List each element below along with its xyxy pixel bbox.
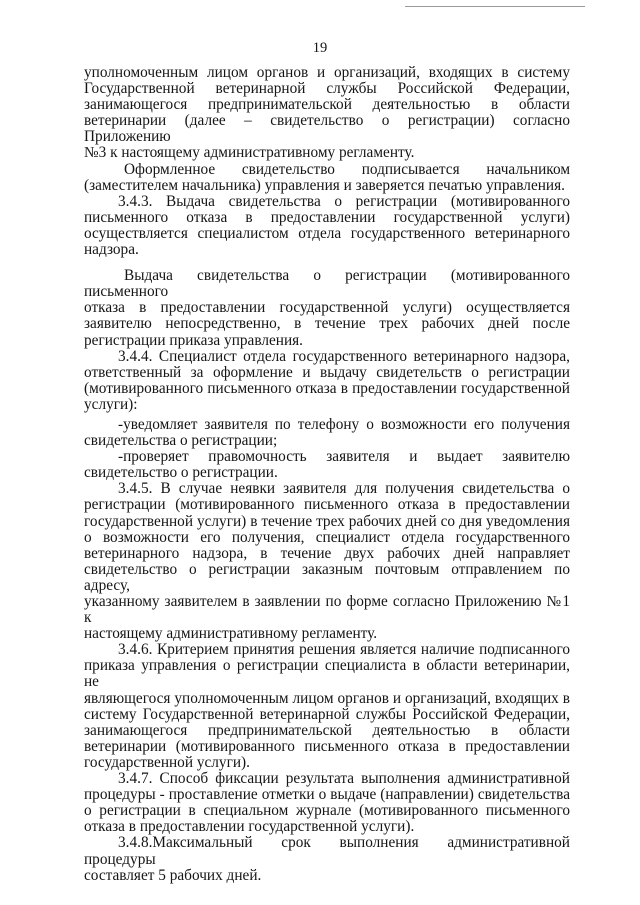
text-line: 3.4.3. Выдача свидетельства о регистрации (мотивированного [118,192,570,210]
text-line: отказа в предоставлении государственной услуги). [84,818,415,836]
text-line: заявителю непосредственно, в течение трех рабочих дней после [84,315,570,333]
paragraph [84,65,570,162]
text-line: (заместителем начальника) управления и заверяется печатью управления. [84,176,565,194]
text-line: надзора. [84,241,139,259]
text-line: услуги): [84,395,138,413]
page-number: 19 [312,40,328,56]
text-line: являющегося уполномоченным лицом органов и организаций, входящих в [84,689,570,707]
text-line: государственной услуги) в течение трех рабочих дней со дня уведомления [84,512,570,530]
paragraph [84,481,570,642]
top-edge-rule [405,6,585,7]
text-line: ветеринарии (мотивированного письменного отказа в предоставлении [84,737,570,755]
text-line: настоящему административному регламенту. [84,625,378,643]
text-line: -уведомляет заявителя по телефону о возможности его получения [118,415,570,433]
text-line: ответственный за оформление и выдачу свидетельств о регистрации [84,363,570,381]
text-line: 3.4.8.Максимальный срок выполнения административной процедуры [84,834,570,868]
paragraph [84,268,570,348]
text-line: письменного отказа в предоставлении государственной услуги) [84,208,570,226]
paragraph [84,349,570,413]
paragraph [84,771,570,835]
text-line: занимающегося предпринимательской деятельностью в области [84,96,570,114]
text-line: систему Государственной ветеринарной службы Российской Федерации, [84,705,570,723]
text-line: Оформленное свидетельство подписывается начальником [124,160,570,178]
text-line: 3.4.6. Критерием принятия решения является наличие подписанного [118,641,570,659]
text-line: занимающегося предпринимательской деятельностью в области [84,721,570,739]
text-line: 3.4.5. В случае неявки заявителя для получения свидетельства о [118,480,570,498]
text-line: свидетельства о регистрации; [84,432,278,450]
text-line: осуществляется специалистом отдела государственного ветеринарного [84,224,570,242]
paragraph [84,835,570,883]
text-line: (мотивированного письменного отказа в предоставлении государственной [84,379,570,397]
paragraph [84,194,570,258]
text-line: №3 к настоящему административному регламенту. [84,144,415,162]
text-line: 3.4.4. Специалист отдела государственного ветеринарного надзора, [118,347,570,365]
text-line: 3.4.7. Способ фиксации результата выполнения административной [118,770,570,788]
text-line: государственной услуги). [84,753,250,771]
document-body [84,65,570,884]
paragraph [84,642,570,771]
text-line: свидетельство о регистрации заказным почтовым отправлением по адресу, [84,560,570,594]
text-line: составляет 5 рабочих дней. [84,866,262,884]
text-line: регистрации приказа управления. [84,331,303,349]
text-line: ветеринарии (далее – свидетельство о регистрации) согласно Приложению [84,112,570,146]
text-line: процедуры - проставление отметки о выдаче (направлении) свидетельства [84,786,570,804]
text-line: указанному заявителем в заявлении по форме согласно Приложению №1 к [84,593,570,627]
text-line: о возможности его получения, специалист отдела государственного [84,528,570,546]
text-line: Выдача свидетельства о регистрации (мотивированного письменного [84,267,570,301]
paragraph [84,417,570,449]
text-line: уполномоченным лицом органов и организаций, входящих в систему [84,64,570,81]
text-line: свидетельство о регистрации. [84,464,278,482]
text-line: о регистрации в специальном журнале (мотивированного письменного [84,802,570,820]
text-line: ветеринарного надзора, в течение двух рабочих дней направляет [84,544,570,562]
text-line: -проверяет правомочность заявителя и выдает заявителю [118,448,570,466]
paragraph [84,162,570,194]
paragraph [84,449,570,481]
text-line: приказа управления о регистрации специалиста в области ветеринарии, не [84,657,570,691]
text-line: регистрации (мотивированного письменного отказа в предоставлении [84,496,570,514]
text-line: Государственной ветеринарной службы Российской Федерации, [84,80,570,98]
text-line: отказа в предоставлении государственной услуги) осуществляется [84,299,570,317]
